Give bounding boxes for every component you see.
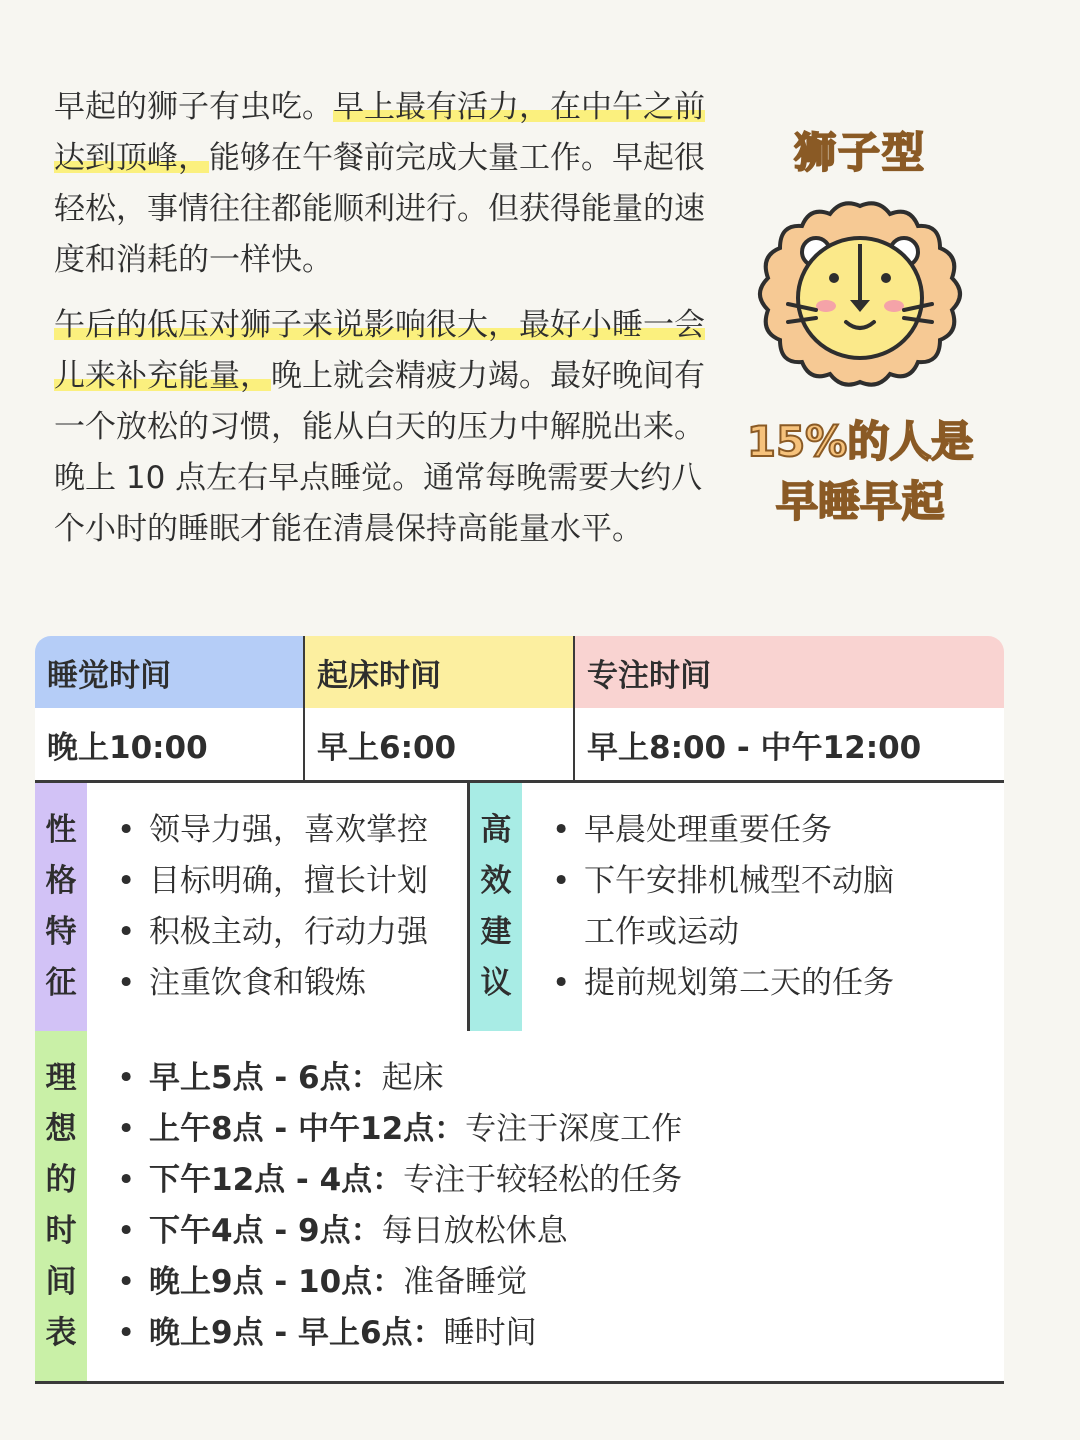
timetable-list	[87, 1053, 682, 1359]
schedule-value-row	[35, 708, 1004, 780]
percentage-note: 15%的人是 早睡早起	[746, 417, 974, 526]
advice-list	[522, 805, 894, 1009]
traits-list	[87, 805, 428, 1009]
header-wake-time: 起床时间	[303, 636, 573, 708]
intro-paragraph-1: 早起的狮子有虫吃。早上最有活力，在中午之前达到顶峰，能够在午餐前完成大量工作。早起很轻松，事情往往都能顺利进行。但获得能量的速度和消耗的一样快。	[54, 89, 705, 278]
list-item: • 早上5点 - 6点：起床	[87, 1053, 682, 1104]
advice-section	[470, 783, 1004, 1031]
header-sleep-time: 睡觉时间	[35, 636, 303, 708]
intro-text	[54, 82, 714, 555]
timetable	[35, 1031, 1004, 1384]
list-item: • 积极主动，行动力强	[87, 907, 428, 958]
list-item: • 注重饮食和锻炼	[87, 958, 428, 1009]
intro-paragraph-2: 午后的低压对狮子来说影响很大，最好小睡一会儿来补充能量，晚上就会精疲力竭。最好晚间有一个放松的习惯，能从白天的压力中解脱出来。晚上 10 点左右早点睡觉。通常每晚需要大约八个小时的睡眠才能在清晨保持高能量水平。	[54, 307, 705, 547]
schedule-header-row	[35, 636, 1004, 708]
value-wake-time: 早上6:00	[303, 708, 573, 780]
list-item: • 目标明确，擅长计划	[87, 856, 428, 907]
header-focus-time: 专注时间	[573, 636, 1004, 708]
highlight: 早上最有活力，在中午之前达到顶峰，	[54, 89, 705, 176]
traits-advice-table	[35, 783, 1004, 1034]
value-sleep-time: 晚上10:00	[35, 708, 303, 780]
side-panel	[720, 120, 1000, 532]
lion-icon	[750, 194, 970, 394]
timetable-label: 理 想 的 时 间 表	[35, 1031, 87, 1381]
list-item: • 下午4点 - 9点：每日放松休息	[87, 1206, 682, 1257]
list-item: • 晚上9点 - 10点：准备睡觉	[87, 1257, 682, 1308]
type-title: 狮子型	[793, 128, 926, 177]
list-item: • 下午12点 - 4点：专注于较轻松的任务	[87, 1155, 682, 1206]
advice-label: 高 效 建 议	[470, 783, 522, 1031]
list-item-continuation: 工作或运动	[584, 914, 739, 950]
list-item: • 下午安排机械型不动脑	[522, 856, 894, 907]
traits-label: 性 格 特 征	[35, 783, 87, 1031]
schedule-table	[35, 636, 1004, 783]
list-item: • 提前规划第二天的任务	[522, 958, 894, 1009]
timetable-content	[87, 1031, 1004, 1381]
traits-section	[35, 783, 470, 1031]
value-focus-time: 早上8:00 - 中午12:00	[573, 708, 1004, 780]
list-item: • 上午8点 - 中午12点：专注于深度工作	[87, 1104, 682, 1155]
list-item: • 早晨处理重要任务	[522, 805, 894, 856]
list-item: • 晚上9点 - 早上6点：睡时间	[87, 1308, 682, 1359]
list-item: • 领导力强，喜欢掌控	[87, 805, 428, 856]
highlight: 午后的低压对狮子来说影响很大，最好小睡一会儿来补充能量，	[54, 307, 705, 394]
